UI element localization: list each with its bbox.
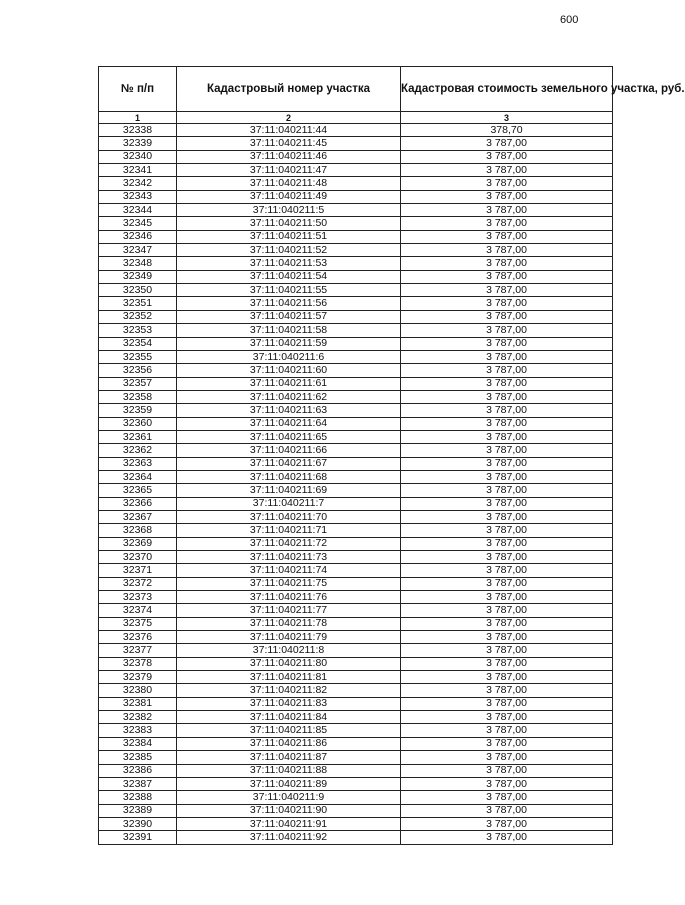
table-row (99, 791, 613, 804)
row-number-cell: 32358 (99, 390, 177, 403)
table-row (99, 270, 613, 283)
table-row (99, 284, 613, 297)
row-number-cell: 32361 (99, 430, 177, 443)
cadastral-number-cell: 37:11:040211:7 (177, 497, 401, 510)
cadastral-value-cell: 3 787,00 (401, 817, 613, 830)
cadastral-number-cell: 37:11:040211:58 (177, 324, 401, 337)
cadastral-value-cell: 3 787,00 (401, 524, 613, 537)
row-number-cell: 32381 (99, 697, 177, 710)
cadastral-number-cell: 37:11:040211:49 (177, 190, 401, 203)
cadastral-value-cell: 3 787,00 (401, 497, 613, 510)
header-cadastral-number: Кадастровый номер участка (177, 67, 401, 112)
cadastral-value-cell: 3 787,00 (401, 337, 613, 350)
row-number-cell: 32347 (99, 244, 177, 257)
table-row (99, 310, 613, 323)
cadastral-value-cell: 3 787,00 (401, 244, 613, 257)
cadastral-number-cell: 37:11:040211:81 (177, 671, 401, 684)
cadastral-value-cell: 3 787,00 (401, 164, 613, 177)
table-row (99, 457, 613, 470)
cadastral-number-cell: 37:11:040211:82 (177, 684, 401, 697)
row-number-cell: 32359 (99, 404, 177, 417)
cadastral-value-cell: 3 787,00 (401, 671, 613, 684)
cadastral-number-cell: 37:11:040211:65 (177, 430, 401, 443)
table-row (99, 177, 613, 190)
cadastral-number-cell: 37:11:040211:90 (177, 804, 401, 817)
cadastral-value-cell: 3 787,00 (401, 631, 613, 644)
row-number-cell: 32362 (99, 444, 177, 457)
row-number-cell: 32372 (99, 577, 177, 590)
cadastral-number-cell: 37:11:040211:61 (177, 377, 401, 390)
table-row (99, 631, 613, 644)
row-number-cell: 32351 (99, 297, 177, 310)
table-row (99, 217, 613, 230)
cadastral-number-cell: 37:11:040211:80 (177, 657, 401, 670)
row-number-cell: 32378 (99, 657, 177, 670)
cadastral-number-cell: 37:11:040211:73 (177, 551, 401, 564)
cadastral-number-cell: 37:11:040211:66 (177, 444, 401, 457)
cadastral-value-cell: 3 787,00 (401, 190, 613, 203)
cadastral-value-cell: 3 787,00 (401, 150, 613, 163)
cadastral-value-cell: 3 787,00 (401, 350, 613, 363)
table-row (99, 657, 613, 670)
cadastral-value-cell: 3 787,00 (401, 537, 613, 550)
row-number-cell: 32360 (99, 417, 177, 430)
cadastral-number-cell: 37:11:040211:69 (177, 484, 401, 497)
page-number: 600 (560, 14, 579, 26)
cadastral-value-cell: 3 787,00 (401, 390, 613, 403)
cadastral-number-cell: 37:11:040211:87 (177, 751, 401, 764)
table-row (99, 777, 613, 790)
row-number-cell: 32356 (99, 364, 177, 377)
cadastral-value-cell: 3 787,00 (401, 364, 613, 377)
table-row (99, 430, 613, 443)
cadastral-value-cell: 3 787,00 (401, 444, 613, 457)
cadastral-value-cell: 3 787,00 (401, 470, 613, 483)
row-number-cell: 32366 (99, 497, 177, 510)
cadastral-number-cell: 37:11:040211:45 (177, 137, 401, 150)
row-number-cell: 32370 (99, 551, 177, 564)
row-number-cell: 32384 (99, 737, 177, 750)
cadastral-value-cell: 3 787,00 (401, 377, 613, 390)
cadastral-value-cell: 3 787,00 (401, 804, 613, 817)
cadastral-number-cell: 37:11:040211:63 (177, 404, 401, 417)
cadastral-number-cell: 37:11:040211:67 (177, 457, 401, 470)
row-number-cell: 32365 (99, 484, 177, 497)
table-row (99, 190, 613, 203)
table-row (99, 604, 613, 617)
cadastral-number-cell: 37:11:040211:78 (177, 617, 401, 630)
cadastral-value-cell: 3 787,00 (401, 270, 613, 283)
cadastral-value-cell: 3 787,00 (401, 577, 613, 590)
header-cadastral-value: Кадастровая стоимость земельного участка, руб. (401, 67, 613, 112)
cadastral-table (98, 66, 685, 845)
table-row (99, 124, 613, 137)
cadastral-number-cell: 37:11:040211:89 (177, 777, 401, 790)
row-number-cell: 32373 (99, 591, 177, 604)
cadastral-value-cell: 3 787,00 (401, 551, 613, 564)
table-row (99, 697, 613, 710)
cadastral-value-cell: 3 787,00 (401, 591, 613, 604)
row-number-cell: 32344 (99, 204, 177, 217)
cadastral-value-cell: 3 787,00 (401, 724, 613, 737)
header-row-number: № п/п (99, 67, 177, 112)
row-number-cell: 32369 (99, 537, 177, 550)
table-row (99, 804, 613, 817)
cadastral-number-cell: 37:11:040211:72 (177, 537, 401, 550)
cadastral-value-cell: 3 787,00 (401, 217, 613, 230)
cadastral-number-cell: 37:11:040211:91 (177, 817, 401, 830)
cadastral-number-cell: 37:11:040211:57 (177, 310, 401, 323)
table-row (99, 297, 613, 310)
cadastral-number-cell: 37:11:040211:50 (177, 217, 401, 230)
row-number-cell: 32352 (99, 310, 177, 323)
row-number-cell: 32340 (99, 150, 177, 163)
column-number-2: 2 (177, 112, 401, 124)
table-row (99, 684, 613, 697)
cadastral-value-cell: 3 787,00 (401, 617, 613, 630)
cadastral-value-cell: 3 787,00 (401, 284, 613, 297)
table-row (99, 764, 613, 777)
cadastral-number-cell: 37:11:040211:64 (177, 417, 401, 430)
table-row (99, 577, 613, 590)
row-number-cell: 32390 (99, 817, 177, 830)
row-number-cell: 32376 (99, 631, 177, 644)
table-row (99, 497, 613, 510)
table-row (99, 737, 613, 750)
cadastral-value-cell: 3 787,00 (401, 604, 613, 617)
cadastral-number-cell: 37:11:040211:83 (177, 697, 401, 710)
cadastral-number-cell: 37:11:040211:84 (177, 711, 401, 724)
row-number-cell: 32349 (99, 270, 177, 283)
cadastral-number-cell: 37:11:040211:68 (177, 470, 401, 483)
row-number-cell: 32357 (99, 377, 177, 390)
table-row (99, 350, 613, 363)
cadastral-value-cell: 3 787,00 (401, 417, 613, 430)
cadastral-number-cell: 37:11:040211:85 (177, 724, 401, 737)
column-number-3: 3 (401, 112, 613, 124)
cadastral-value-cell: 3 787,00 (401, 257, 613, 270)
table-row (99, 377, 613, 390)
row-number-cell: 32345 (99, 217, 177, 230)
row-number-cell: 32342 (99, 177, 177, 190)
cadastral-value-cell: 3 787,00 (401, 777, 613, 790)
table-row (99, 724, 613, 737)
cadastral-value-cell: 3 787,00 (401, 831, 613, 844)
table-row (99, 164, 613, 177)
cadastral-number-cell: 37:11:040211:77 (177, 604, 401, 617)
cadastral-value-cell: 3 787,00 (401, 404, 613, 417)
cadastral-value-cell: 3 787,00 (401, 310, 613, 323)
cadastral-number-cell: 37:11:040211:76 (177, 591, 401, 604)
cadastral-number-cell: 37:11:040211:74 (177, 564, 401, 577)
cadastral-number-cell: 37:11:040211:47 (177, 164, 401, 177)
cadastral-value-cell: 3 787,00 (401, 684, 613, 697)
cadastral-number-cell: 37:11:040211:44 (177, 124, 401, 137)
table-row (99, 551, 613, 564)
cadastral-value-cell: 3 787,00 (401, 644, 613, 657)
table-row (99, 137, 613, 150)
cadastral-value-cell: 3 787,00 (401, 137, 613, 150)
cadastral-value-cell: 3 787,00 (401, 510, 613, 523)
row-number-cell: 32374 (99, 604, 177, 617)
table-row (99, 324, 613, 337)
cadastral-number-cell: 37:11:040211:9 (177, 791, 401, 804)
table-row (99, 831, 613, 844)
row-number-cell: 32388 (99, 791, 177, 804)
row-number-cell: 32346 (99, 230, 177, 243)
cadastral-value-cell: 3 787,00 (401, 751, 613, 764)
row-number-cell: 32386 (99, 764, 177, 777)
cadastral-number-cell: 37:11:040211:70 (177, 510, 401, 523)
table-row (99, 817, 613, 830)
row-number-cell: 32341 (99, 164, 177, 177)
table-row (99, 644, 613, 657)
table-row (99, 230, 613, 243)
table-row (99, 711, 613, 724)
row-number-cell: 32375 (99, 617, 177, 630)
row-number-cell: 32389 (99, 804, 177, 817)
cadastral-number-cell: 37:11:040211:88 (177, 764, 401, 777)
table-row (99, 337, 613, 350)
cadastral-number-cell: 37:11:040211:5 (177, 204, 401, 217)
cadastral-value-cell: 3 787,00 (401, 737, 613, 750)
cadastral-value-cell: 3 787,00 (401, 324, 613, 337)
table-row (99, 417, 613, 430)
row-number-cell: 32343 (99, 190, 177, 203)
cadastral-value-cell: 3 787,00 (401, 791, 613, 804)
table-row (99, 150, 613, 163)
row-number-cell: 32339 (99, 137, 177, 150)
table-row (99, 484, 613, 497)
table-row (99, 244, 613, 257)
cadastral-number-cell: 37:11:040211:71 (177, 524, 401, 537)
column-number-1: 1 (99, 112, 177, 124)
cadastral-number-cell: 37:11:040211:59 (177, 337, 401, 350)
cadastral-number-cell: 37:11:040211:86 (177, 737, 401, 750)
cadastral-value-cell: 378,70 (401, 124, 613, 137)
row-number-cell: 32348 (99, 257, 177, 270)
table-body (99, 112, 613, 845)
table-row (99, 591, 613, 604)
row-number-cell: 32383 (99, 724, 177, 737)
cadastral-number-cell: 37:11:040211:6 (177, 350, 401, 363)
row-number-cell: 32391 (99, 831, 177, 844)
cadastral-number-cell: 37:11:040211:56 (177, 297, 401, 310)
row-number-cell: 32338 (99, 124, 177, 137)
cadastral-number-cell: 37:11:040211:54 (177, 270, 401, 283)
table-row (99, 564, 613, 577)
table-row (99, 751, 613, 764)
cadastral-value-cell: 3 787,00 (401, 564, 613, 577)
cadastral-value-cell: 3 787,00 (401, 204, 613, 217)
header-row (99, 67, 613, 112)
cadastral-number-cell: 37:11:040211:53 (177, 257, 401, 270)
table-row (99, 444, 613, 457)
cadastral-value-cell: 3 787,00 (401, 430, 613, 443)
cadastral-value-cell: 3 787,00 (401, 297, 613, 310)
cadastral-value-cell: 3 787,00 (401, 697, 613, 710)
row-number-cell: 32367 (99, 510, 177, 523)
cadastral-number-cell: 37:11:040211:75 (177, 577, 401, 590)
table-row (99, 510, 613, 523)
cadastral-number-cell: 37:11:040211:92 (177, 831, 401, 844)
cadastral-value-cell: 3 787,00 (401, 457, 613, 470)
cadastral-value-cell: 3 787,00 (401, 657, 613, 670)
row-number-cell: 32354 (99, 337, 177, 350)
cadastral-number-cell: 37:11:040211:62 (177, 390, 401, 403)
cadastral-number-cell: 37:11:040211:60 (177, 364, 401, 377)
table-row (99, 204, 613, 217)
row-number-cell: 32387 (99, 777, 177, 790)
row-number-cell: 32379 (99, 671, 177, 684)
table-row (99, 364, 613, 377)
column-number-row (99, 112, 613, 124)
cadastral-number-cell: 37:11:040211:55 (177, 284, 401, 297)
table-row (99, 671, 613, 684)
cadastral-number-cell: 37:11:040211:48 (177, 177, 401, 190)
cadastral-number-cell: 37:11:040211:79 (177, 631, 401, 644)
cadastral-value-cell: 3 787,00 (401, 764, 613, 777)
cadastral-value-cell: 3 787,00 (401, 711, 613, 724)
row-number-cell: 32364 (99, 470, 177, 483)
row-number-cell: 32377 (99, 644, 177, 657)
table-row (99, 390, 613, 403)
cadastral-value-cell: 3 787,00 (401, 177, 613, 190)
cadastral-number-cell: 37:11:040211:52 (177, 244, 401, 257)
table-row (99, 524, 613, 537)
row-number-cell: 32353 (99, 324, 177, 337)
row-number-cell: 32385 (99, 751, 177, 764)
cadastral-number-cell: 37:11:040211:51 (177, 230, 401, 243)
cadastral-value-cell: 3 787,00 (401, 484, 613, 497)
row-number-cell: 32382 (99, 711, 177, 724)
table-row (99, 617, 613, 630)
row-number-cell: 32350 (99, 284, 177, 297)
row-number-cell: 32363 (99, 457, 177, 470)
cadastral-value-cell: 3 787,00 (401, 230, 613, 243)
table-row (99, 470, 613, 483)
table-row (99, 404, 613, 417)
row-number-cell: 32371 (99, 564, 177, 577)
table-row (99, 537, 613, 550)
row-number-cell: 32380 (99, 684, 177, 697)
cadastral-number-cell: 37:11:040211:8 (177, 644, 401, 657)
cadastral-number-cell: 37:11:040211:46 (177, 150, 401, 163)
row-number-cell: 32368 (99, 524, 177, 537)
table-row (99, 257, 613, 270)
row-number-cell: 32355 (99, 350, 177, 363)
